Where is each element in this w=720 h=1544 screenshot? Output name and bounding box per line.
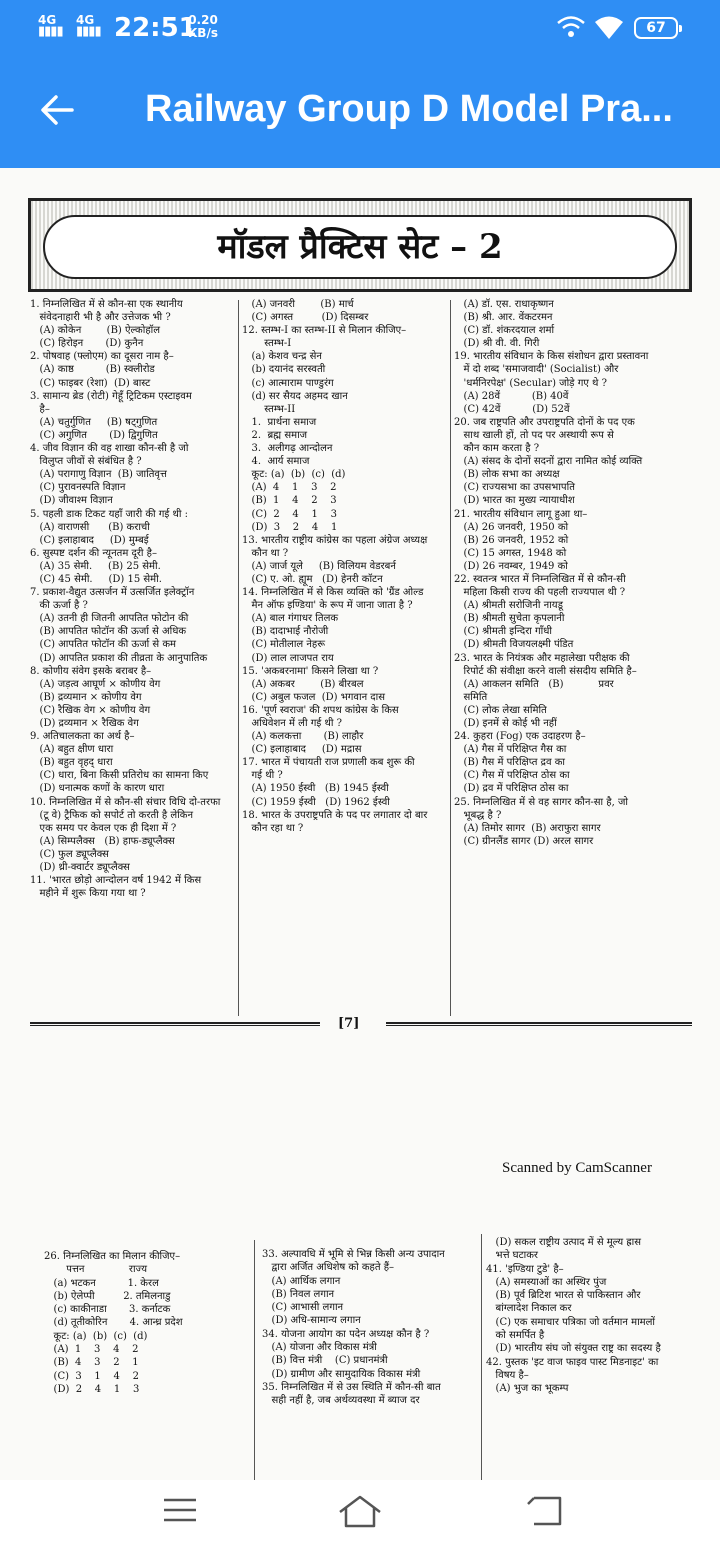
back-arrow-icon[interactable] (36, 88, 80, 132)
home-icon[interactable] (334, 1492, 386, 1530)
next-page-column-1: 26. निम्नलिखित का मिलान कीजिए– पत्तन राज्य (a) भटकन 1. केरल (b) ऐलेप्पी 2. तमिलनाडु (c) काकीनाडा 3. कर्नाटक (d) तूतीकोरिन 4. आन्ध्र प्रदेश कूट: (a) (b) (c) (d) (A) 1 3 4 2 (B) 4 3 2 1 (C) 3 1 4 2 (D) 2 4 1 3 (44, 1251, 183, 1395)
column-divider (254, 1240, 255, 1480)
document-viewer[interactable] (0, 168, 720, 1480)
app-bar (0, 0, 720, 168)
battery-icon: 67 (634, 17, 678, 39)
status-bar (0, 0, 720, 56)
app-title: Railway Group D Model Pra... (145, 88, 673, 130)
network-speed (188, 14, 218, 40)
signal-1-icon: 4G ▮▮▮▮ (38, 13, 63, 39)
column-divider (238, 300, 239, 1016)
question-column-1: 1. निम्नलिखित में से कौन-सा एक स्थानीय संवेदनाहारी भी है और उत्तेजक भी ? (A) कोकेन (B) ऐल्कोहॉल (C) हिरोइन (D) कुनैन 2. पोषवाह (फ्लोएम) का दूसरा नाम है– (A) काष्ठ (B) स्क्लीरोड (C) फाइबर (रेशा) (D) बास्ट 3. सामान्य ब्रेड (रोटी) गेहूँ ट्रिटिकम एस्टाइवम है– (A) चतुर्गुणित (B) षट्गुणित (C) अगुणित (D) द्विगुणित 4. जीव विज्ञान की वह शाखा कौन-सी है जो विलुप्त जीवों से संबंधित है ? (A) परागाणु विज्ञान (B) जातिवृत्त (C) पुरावनस्पति विज्ञान (D) जीवाश्म विज्ञान 5. पहली डाक टिकट यहाँ जारी की गई थी : (A) वाराणसी (B) कराची (C) इलाहाबाद (D) मुम्बई 6. सुस्पष्ट दर्शन की न्यूनतम दूरी है– (A) 35 सेमी. (B) 25 सेमी. (C) 45 सेमी. (D) 15 सेमी. 7. प्रकाश-वैद्युत उत्सर्जन में उत्सर्जित इलेक्ट्रॉन की ऊर्जा है ? (A) उतनी ही जितनी आपतित फोटोन की (B) आपतित फोटॉन की ऊर्जा से अधिक (C) आपतित फोटॉन की ऊर्जा से कम (D) आपतित प्रकाश की तीव्रता के आनुपातिक 8. कोणीय संवेग इसके बराबर है– (A) जड़त्व आघूर्ण × कोणीय वेग (B) द्रव्यमान × कोणीय वेग (C) रैखिक वेग × कोणीय वेग (D) द्रव्यमान × रैखिक वेग 9. अतिचालकता का अर्थ है– (A) बहुत क्षीण धारा (B) बहुत वृहद् धारा (C) धारा, बिना किसी प्रतिरोध का सामना किए (D) धनात्मक कणों के कारण धारा 10. निम्नलिखित में से कौन-सी संचार विधि दो-तरफा (टू वे) ट्रैफिक को सपोर्ट तो करती है लेकिन एक समय पर केवल एक ही दिशा में ? (A) सिम्पलैक्स (B) हाफ-ड्यूप्लैक्स (C) फुल ड्यूप्लैक्स (D) थ्री-क्वार्टर ड्यूप्लैक्स 11. 'भारत छोड़ो आन्दोलन वर्ष 1942 में किस महीने में शुरू किया गया था ? (30, 299, 221, 900)
signal-1-label: 4G (38, 13, 57, 27)
network-speed-value: 0.20 (188, 13, 218, 27)
signal-2-icon: 4G ▮▮▮▮ (76, 13, 101, 39)
footer-rule-left (30, 1022, 320, 1026)
wifi-call-icon (556, 14, 586, 40)
menu-icon[interactable] (162, 1494, 198, 1526)
next-page-column-3: (D) सकल राष्ट्रीय उत्पाद में से मूल्य ह्रास भत्ते घटाकर 41. 'इण्डिया टुडे' है– (A) समस्याओं का अस्थिर पुंज (B) पूर्व ब्रिटिश भारत से पाकिस्तान और बांग्लादेश निकाल कर (C) एक समाचार पत्रिका जो वर्तमान मामलों को समर्पित है (D) भारतीय संघ जो संयुक्त राष्ट्र का सदस्य है 42. पुस्तक 'इट वाज फाइव पास्ट मिडनाइट' का विषय है– (A) भुज का भूकम्प (486, 1237, 661, 1395)
page-number: [7] (338, 1016, 360, 1031)
question-column-2: (A) जनवरी (B) मार्च (C) अगस्त (D) दिसम्बर 12. स्तम्भ-I का स्तम्भ-II से मिलान कीजिए– स्तम्भ-I (a) केशव चन्द्र सेन (b) दयानंद सरस्वती (c) आत्माराम पाण्डुरंग (d) सर सैयद अहमद खान स्तम्भ-II 1. प्रार्थना समाज 2. ब्रह्म समाज 3. अलीगढ़ आन्दोलन 4. आर्य समाज कूट: (a) (b) (c) (d) (A) 4 1 3 2 (B) 1 4 2 3 (C) 2 4 1 3 (D) 3 2 4 1 13. भारतीय राष्ट्रीय कांग्रेस का पहला अंग्रेज अध्यक्ष कौन था ? (A) जार्ज यूले (B) विलियम वेडरबर्न (C) ए. ओ. ह्यूम (D) हेनरी कॉटन 14. निम्नलिखित में से किस व्यक्ति को 'ग्रैंड ओल्ड मैन ऑफ इण्डिया' के रूप में जाना जाता है ? (A) बाल गंगाधर तिलक (B) दादाभाई नौरोजी (C) मोतीलाल नेहरू (D) लाल लाजपत राय 15. 'अकबरनामा' किसने लिखा था ? (A) अकबर (B) बीरबल (C) अबुल फजल (D) भगवान दास 16. 'पूर्ण स्वराज' की शपथ कांग्रेस के किस अधिवेशन में ली गई थी ? (A) कलकत्ता (B) लाहौर (C) इलाहाबाद (D) मद्रास 17. भारत में पंचायती राज प्रणाली कब शुरू की गई थी ? (A) 1950 ईस्वी (B) 1945 ईस्वी (C) 1959 ईस्वी (D) 1962 ईस्वी 18. भारत के उपराष्ट्रपति के पद पर लगातार दो बार कौन रहा था ? (242, 299, 428, 834)
column-divider (450, 300, 451, 1016)
banner (28, 198, 692, 292)
network-speed-unit: KB/s (188, 26, 218, 40)
signal-2-label: 4G (76, 13, 95, 27)
question-column-3: (A) डॉ. एस. राधाकृष्णन (B) श्री. आर. वेंकटरमन (C) डॉ. शंकरदयाल शर्मा (D) श्री वी. वी. गिरी 19. भारतीय संविधान के किस संशोधन द्वारा प्रस्तावना में दो शब्द 'समाजवादी' (Socialist) और 'धर्मनिरपेक्ष' (Secular) जोड़े गए थे ? (A) 28वें (B) 40वें (C) 42वें (D) 52वें 20. जब राष्ट्रपति और उपराष्ट्रपति दोनों के पद एक साथ खाली हों, तो पद पर अस्थायी रूप से कौन काम करता है ? (A) संसद के दोनों सदनों द्वारा नामित कोई व्यक्ति (B) लोक सभा का अध्यक्ष (C) राज्यसभा का उपसभापति (D) भारत का मुख्य न्यायाधीश 21. भारतीय संविधान लागू हुआ था– (A) 26 जनवरी, 1950 को (B) 26 जनवरी, 1952 को (C) 15 अगस्त, 1948 को (D) 26 नवम्बर, 1949 को 22. स्वतन्त्र भारत में निम्नलिखित में से कौन-सी महिला किसी राज्य की पहली राज्यपाल थी ? (A) श्रीमती सरोजिनी नायडू (B) श्रीमती सुचेता कृपलानी (C) श्रीमती इन्दिरा गाँधी (D) श्रीमती विजयलक्ष्मी पंडित 23. भारत के नियंत्रक और महालेखा परीक्षक की रिपोर्ट की संवीक्षा करने वाली संसदीय समिति है– (A) आकलन समिति (B) प्रवर समिति (C) लोक लेखा समिति (D) इनमें से कोई भी नहीं 24. कुहरा (Fog) एक उदाहरण है– (A) गैस में परिक्षिप्त गैस का (B) गैस में परिक्षिप्त द्रव का (C) गैस में परिक्षिप्त ठोस का (D) द्रव में परिक्षिप्त ठोस का 25. निम्नलिखित में से वह सागर कौन-सा है, जो भूबद्ध है ? (A) तिमोर सागर (B) अराफुरा सागर (C) ग्रीनलैंड सागर (D) अरल सागर (454, 299, 649, 847)
next-page-column-2: 33. अल्पावधि में भूमि से भिन्न किसी अन्य उपादान द्वारा अर्जित अधिशेष को कहते हैं– (A) आर्थिक लगान (B) निवल लगान (C) आभासी लगान (D) अधि-सामान्य लगान 34. योजना आयोग का पदेन अध्यक्ष कौन है ? (A) योजना और विकास मंत्री (B) वित्त मंत्री (C) प्रधानमंत्री (D) ग्रामीण और सामुदायिक विकास मंत्री 35. निम्नलिखित में से उस स्थिति में कौन-सी बात सही नहीं है, जब अर्थव्यवस्था में ब्याज दर (262, 1249, 445, 1407)
footer-rule-right (386, 1022, 692, 1026)
status-time: 22:51 (114, 13, 197, 43)
back-icon[interactable] (524, 1494, 568, 1528)
scanner-watermark: Scanned by CamScanner (502, 1160, 652, 1176)
navigation-bar (0, 1480, 720, 1544)
wifi-icon (594, 14, 624, 40)
banner-title: मॉडल प्रैक्टिस सेट – 2 (43, 215, 677, 279)
column-divider (481, 1234, 482, 1480)
